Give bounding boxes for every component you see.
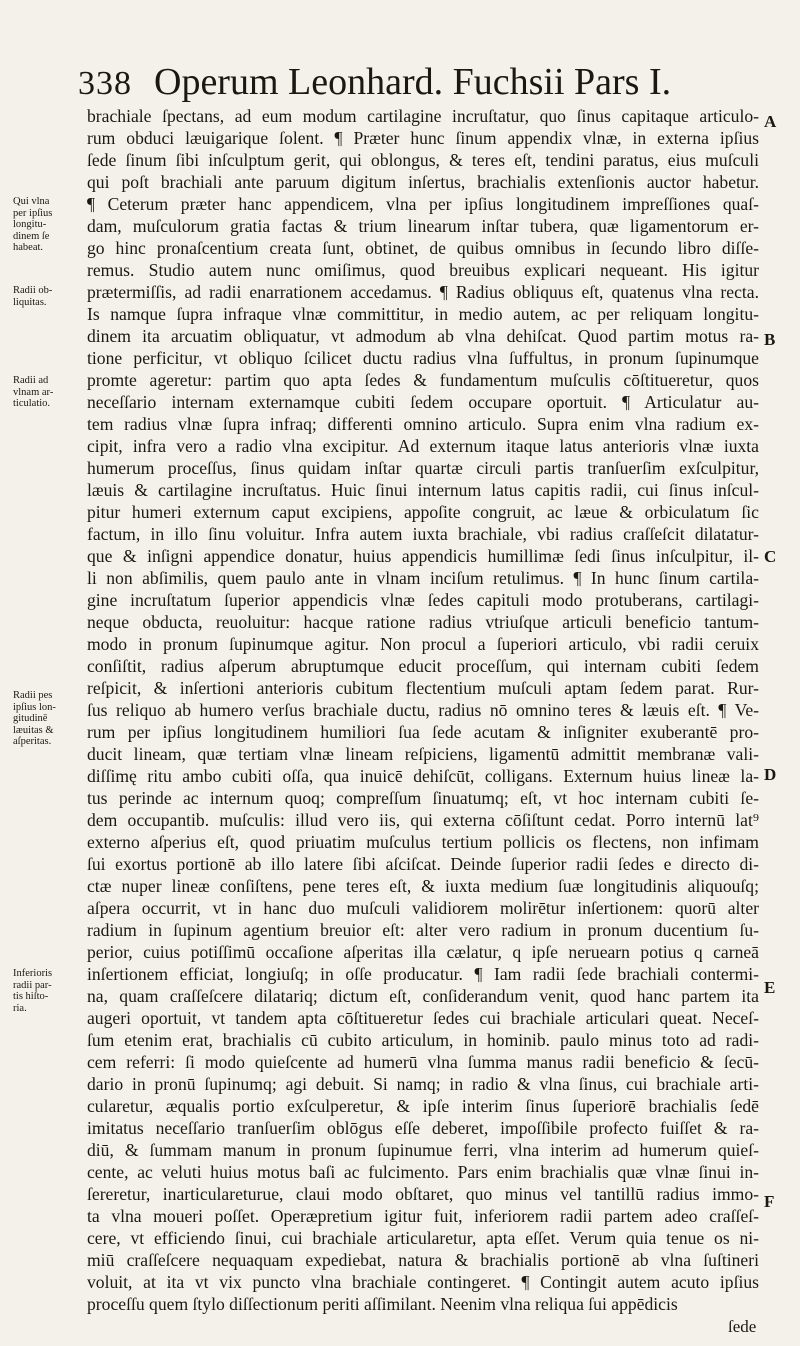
marginal-note-line: ria. bbox=[13, 1002, 27, 1014]
marginal-note-line: ipſius lon- bbox=[13, 701, 56, 713]
marginal-note bbox=[13, 196, 79, 254]
text-line: que & inſigni appendice donatur, huius appendicis humillimæ ſedi ſinus inſculpitur, il- bbox=[87, 546, 759, 566]
marginal-note-line: habeat. bbox=[13, 242, 44, 253]
text-line: ta vlna moueri poſſet. Operæpretium igitur fuit, inferiorem radii partem adeo craſſeſ- bbox=[87, 1206, 759, 1226]
text-line: brachiale ſpectans, ad eum modum cartilagine incruſtatur, quo ſinus capitaque articulo- bbox=[87, 106, 759, 126]
marginal-note-line: ticulatio. bbox=[13, 398, 51, 409]
text-line: prætermiſſis, ad radii enarrationem accedamus. ¶ Radius obliquus eſt, quatenus vlna recta. bbox=[87, 282, 759, 302]
marginal-note-line: per ipſius bbox=[13, 207, 53, 219]
marginal-note-line: longitu- bbox=[13, 219, 47, 230]
marginal-note bbox=[13, 968, 79, 1014]
text-line: ſede ſinum ſibi inſculptum gerit, qui oblongus, & teres eſt, tendini paratus, eius muſculi bbox=[87, 150, 759, 170]
text-line: imitatus neceſſario tranſuerſim oblōgus eſſe deberet, impoſſibile profecto fuiſſet & ra- bbox=[87, 1118, 759, 1138]
marginal-note bbox=[13, 285, 79, 308]
text-line: cente, ac veluti huius motus baſi ac fulcimento. Pars enim brachialis quæ vlnæ ſinui in- bbox=[87, 1162, 759, 1182]
text-line: inſertionem efficiat, longiuſq; in oſſe producatur. ¶ Iam radii ſede brachiali contermi- bbox=[87, 964, 759, 984]
section-letter: F bbox=[764, 1192, 775, 1211]
marginal-note-line: Qui vlna bbox=[13, 196, 50, 207]
text-line: cularetur, æqualis portio exſculperetur, & ipſe interim ſinus ſuperiorē brachialis ſedē bbox=[87, 1096, 759, 1116]
text-line: dem occupantib. muſculis: illud vero iis, qui externa cōſiſtunt cedat. Porro internū lat⁹ bbox=[87, 810, 759, 830]
marginal-note-line: dinem ſe bbox=[13, 230, 50, 242]
text-line: voluit, at ita vt vix puncto vlna brachiale contingeret. ¶ Contingit autem acuto ipſius bbox=[87, 1272, 759, 1292]
text-line: cere, vt efficiendo ſinui, cui brachiale articularetur, apta eſſet. Verum quia tenue os ni- bbox=[87, 1228, 759, 1248]
section-letter: D bbox=[764, 765, 777, 784]
marginal-note-line: aſperitas. bbox=[13, 736, 52, 747]
marginal-note-line: vlnam ar- bbox=[13, 386, 54, 398]
page-header bbox=[78, 60, 671, 104]
marginal-note-line: Radii ad bbox=[13, 375, 49, 386]
marginal-note-line: Radii ob- bbox=[13, 285, 53, 296]
text-line: ¶ Ceterum præter hanc appendicem, vlna per ipſius longitudinem impreſſiones quaſ- bbox=[87, 194, 759, 214]
text-line: externo aſperius eſt, quod priuatim muſculus tertium pollicis os flectens, non infimam bbox=[87, 832, 759, 852]
text-line: humerum proceſſus, ſinus quidam inſtar quartæ circuli partis tranſuerſim exſculpitur, bbox=[87, 458, 759, 478]
section-letter: E bbox=[764, 978, 776, 997]
text-line: dam, muſculorum gratia factas & trium linearum inſtar tubera, quæ ligamentorum er- bbox=[87, 216, 759, 236]
text-line: perior, cuius potiſſimū occaſione aſperitas illa cælatur, q ipſe neruearn potius q carneā bbox=[87, 942, 759, 962]
text-line: modo in pronum ſupinumque agitur. Non procul a ſuperiori articulo, vbi radii ceruix bbox=[87, 634, 759, 654]
text-line: remus. Studio autem nunc omiſimus, quod breuibus explicari nequeant. His igitur bbox=[87, 260, 759, 280]
text-line: factum, in illo ſinu voluitur. Infra autem iuxta brachiale, vbi radius craſſeſcit dilatatur- bbox=[87, 524, 759, 544]
text-line: proceſſu quem ſtylo diſſectionum periti aſſimilant. Neenim vlna reliqua ſui appēdicis bbox=[87, 1294, 678, 1314]
text-line: ſui exortus portionē ab illo latere ſibi aſciſcat. Deinde ſuperior radii ſedes e directo di- bbox=[87, 854, 759, 874]
text-line: cipit, infra vero a radio vlna excipitur. Ad externum itaque latus anterioris vlnæ iuxta bbox=[87, 436, 759, 456]
text-line: ſum etenim erat, brachialis cū cubito articulum, in hominib. paulo minus toto ad radi- bbox=[87, 1030, 759, 1050]
text-line: neque obducta, reuoluitur: hacque ratione radius vtriuſque articuli beneficio tantum- bbox=[87, 612, 759, 632]
marginal-note-line: Radii pes bbox=[13, 690, 53, 701]
marginal-note-line: Inferioris bbox=[13, 968, 53, 979]
text-line: ſereretur, inarticulareturue, claui modo obſtaret, quo minus vel tantillū radius immo- bbox=[87, 1184, 759, 1204]
text-line: rum obduci læuigarique ſolent. ¶ Præter hunc ſinum appendix vlnæ, in externa ipſius bbox=[87, 128, 759, 148]
text-line: augeri oportuit, vt tandem apta cōſtitueretur ſedes cui brachiale articulari queat. Neceſ- bbox=[87, 1008, 759, 1028]
catchword: ſede bbox=[728, 1317, 757, 1336]
text-line: pitur humeri externum caput excipiens, appoſite congruit, ac læue & orbiculatum ſic bbox=[87, 502, 759, 522]
text-line: ſus reliquo ab humero verſus brachiale ductu, radius nō omnino teres & læuis eſt. ¶ Ve- bbox=[87, 700, 759, 720]
text-line: diſſimę ritu ambo cubiti oſſa, qua inuicē dehiſcūt, colligans. Externum huius lineæ la- bbox=[87, 766, 759, 786]
marginal-note-line: tis hiſto- bbox=[13, 991, 49, 1002]
text-line: go hinc pronaſcentium creata ſunt, obtinet, de quibus omnibus in ſecundo libro diſſe- bbox=[87, 238, 759, 258]
text-line: ctæ nuper lineæ conſiſtens, pene teres eſt, & iuxta medium ſuæ longitudinis aliquouſq; bbox=[87, 876, 759, 896]
text-line: qui poſt brachiali ante paruum digitum inſertus, brachialis extenſionis auctor habetur. bbox=[87, 172, 759, 192]
text-line: tem radius vlnæ ſupra infraq; differenti omnino articulo. Supra enim vlna radium ex- bbox=[87, 414, 759, 434]
text-line: dinem ita arcuatim obliquatur, vt admodum ab vlna dehiſcat. Quod partim motus ra- bbox=[87, 326, 759, 346]
text-line: læuis & cartilagine incruſtatus. Huic ſinui internum latus capitis radii, cui ſinus inſcul- bbox=[87, 480, 759, 500]
text-line: tione perficitur, vt obliquo ſcilicet ductu radius vlna ſuffultus, in pronum ſupinumque bbox=[87, 348, 759, 368]
text-line: diū, & ſummam manum in pronum ſupinumue ferri, vlna interim ad humerum quieſ- bbox=[87, 1140, 759, 1160]
marginal-note bbox=[13, 690, 79, 748]
text-line: neceſſario internam externamque cubiti ſedem occupare oportuit. ¶ Articulatur au- bbox=[87, 392, 759, 412]
text-line: miū craſſeſcere nequaquam expediebat, natura & brachialis portionē ab vlna ſuſtineri bbox=[87, 1250, 759, 1270]
text-line: dario in pronū ſupinumq; agi debuit. Si namq; in radio & vlna ſinus, cui brachiale arti- bbox=[87, 1074, 759, 1094]
text-line: tus perinde ac internum quoq; compreſſum ſinuatumq; eſt, vt hoc internam cubiti ſe- bbox=[87, 788, 759, 808]
marginal-note-line: gitudinē bbox=[13, 713, 48, 724]
marginal-note bbox=[13, 375, 79, 410]
section-letter: A bbox=[764, 112, 777, 131]
text-line: radium in ſupinum agentium breuior eſt: alter vero radium in pronum ducentium ſu- bbox=[87, 920, 759, 940]
marginal-note-line: radii par- bbox=[13, 979, 52, 991]
text-line: aſpera occurrit, vt in hanc duo muſculi validiorem molirētur inſertionem: quorū alter bbox=[87, 898, 759, 918]
text-line: gine incruſtatum ſuperior appendicis vlnæ ſedes capituli modo protuberans, cartilagi- bbox=[87, 590, 759, 610]
text-line: cem referri: ſi modo quieſcente ad humerū vlna ſumma manus radii beneficio & ſecū- bbox=[87, 1052, 759, 1072]
marginal-note-line: læuitas & bbox=[13, 724, 54, 736]
page-number: 338 bbox=[78, 65, 132, 102]
text-line: Is namque ſupra infraque vlnæ committitur, in medio autem, ac per reliquam longitu- bbox=[87, 304, 759, 324]
section-letter: B bbox=[764, 330, 776, 349]
text-line: li non abſimilis, quem paulo ante in vlnam inciſum retulimus. ¶ In hunc ſinum cartila- bbox=[87, 568, 759, 588]
text-line: promte ageretur: partim quo apta ſedes & fundamentum muſculis cōſtitueretur, quos bbox=[87, 370, 759, 390]
text-line: rum per ipſius longitudinem humiliori ſua ſede acutam & inſigniter exuberantē pro- bbox=[87, 722, 759, 742]
text-line: reſpicit, & inſertioni anterioris cubitum flectentium muſculi aptam ſedem parat. Rur- bbox=[87, 678, 759, 698]
text-line: na, quam craſſeſcere dilatariq; dictum eſt, conſiderandum venit, quod hanc partem ita bbox=[87, 986, 759, 1006]
marginal-note-line: liquitas. bbox=[13, 296, 47, 308]
running-title: Operum Leonhard. Fuchsii Pars I. bbox=[154, 61, 672, 103]
section-letter: C bbox=[764, 547, 777, 566]
text-line: conſiſtit, radius aſperum abruptumque educit proceſſum, qui internam cubiti ſedem bbox=[87, 656, 759, 676]
text-line: ducit lineam, quæ tertiam vlnæ lineam reſpiciens, ligamentū admittit membranæ vali- bbox=[87, 744, 759, 764]
